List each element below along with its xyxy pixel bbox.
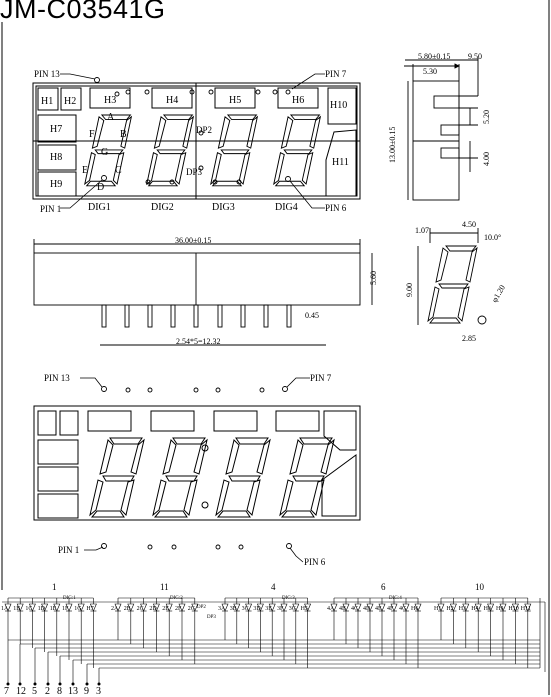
dim-digit-width: 4.50	[462, 220, 476, 229]
led-label: H7	[86, 606, 94, 612]
dim-length: 36.00±0.15	[175, 236, 212, 245]
pinout-pin7-label: PIN 7	[310, 373, 332, 383]
segment-d: D	[97, 182, 105, 193]
led-label: 1D	[37, 606, 45, 612]
led-label: 3A	[218, 606, 226, 612]
dim-slant-angle: 10.0°	[484, 233, 502, 242]
label-h7: H7	[50, 124, 63, 135]
front-pin	[287, 305, 291, 327]
dp3-circuit-label: DP3	[207, 615, 216, 620]
dig1-label: DIG1	[88, 202, 111, 213]
front-pin	[218, 305, 222, 327]
led-label: H1	[434, 606, 442, 612]
led-label: 2B	[123, 606, 131, 612]
led-label: H3	[458, 606, 467, 612]
front-pin	[264, 305, 268, 327]
side-view	[404, 58, 478, 200]
dim-segment-width: 1.07	[415, 226, 429, 235]
led-label: 2F	[175, 606, 182, 612]
label-h6: H6	[292, 95, 305, 106]
segment-a: A	[107, 112, 115, 123]
label-h11: H11	[332, 157, 349, 168]
led-label: 4B	[339, 606, 347, 612]
dig2-label: DIG2	[151, 202, 174, 213]
dim-height: 13.00±0.15	[388, 126, 397, 163]
led-label: H9	[496, 606, 504, 612]
front-view-dims	[175, 236, 378, 346]
bottom-pin-7: 7	[4, 686, 9, 697]
bottom-pin-5: 5	[32, 686, 37, 697]
led-label: 4C	[351, 606, 359, 612]
front-pin	[171, 305, 175, 327]
dig4-label: DIG4	[275, 202, 298, 213]
led-label: 3B	[229, 606, 237, 612]
pin1-label: PIN 1	[40, 204, 62, 214]
segment-c: C	[115, 165, 122, 176]
led-label: 4D	[363, 606, 371, 612]
pinout-text	[44, 373, 332, 567]
front-view	[34, 239, 372, 345]
led-label: 1A	[1, 606, 9, 612]
digit-detail-dims	[405, 220, 507, 343]
led-label: H6	[411, 606, 419, 612]
group-number-11: 11	[160, 582, 169, 592]
dim-pin-row-2: 4.00	[482, 152, 491, 166]
segment-b: B	[120, 129, 127, 140]
group-number-4: 4	[271, 582, 276, 592]
group-name-dig4: DIG:4	[389, 596, 402, 601]
group-number-1: 1	[52, 582, 57, 592]
led-label: 2C	[136, 606, 144, 612]
led-label: 4F	[387, 606, 394, 612]
front-pin	[241, 305, 245, 327]
bottom-pin-8: 8	[57, 686, 62, 697]
side-view-dims	[388, 52, 491, 166]
led-label: H5	[300, 606, 308, 612]
bottom-pin-13: 13	[68, 686, 78, 697]
dim-pin-row-1: 5.20	[482, 110, 491, 124]
led-label: 4E	[375, 606, 382, 612]
dim-width-inner: 5.30	[423, 67, 437, 76]
dim-dp-offset: 2.85	[462, 334, 476, 343]
front-pin	[102, 305, 106, 327]
label-h10: H10	[330, 100, 348, 111]
led-label: 3F	[277, 606, 284, 612]
pin13-label: PIN 13	[34, 69, 60, 79]
segment-g: G	[101, 147, 109, 158]
front-pin	[125, 305, 129, 327]
led-label: 1F	[62, 606, 69, 612]
led-label: 4A	[327, 606, 335, 612]
led-label: 3D	[253, 606, 261, 612]
label-h1: H1	[41, 96, 54, 107]
dp3-label: DP3	[186, 167, 203, 177]
segment-e: E	[82, 165, 89, 176]
label-h2: H2	[64, 96, 77, 107]
bottom-pin-2: 2	[45, 686, 50, 697]
dim-digit-height: 9.00	[405, 283, 414, 297]
digit-detail	[418, 228, 486, 325]
group-name-dig3: DIG:3	[282, 596, 295, 601]
dp2-label: DP2	[196, 125, 213, 135]
led-label: 1E	[49, 606, 57, 612]
led-label: 1B	[13, 606, 21, 612]
group-number-10: 10	[475, 582, 484, 592]
led-label: 2E	[162, 606, 169, 612]
front-view-pins	[102, 305, 291, 327]
led-label: 1C	[25, 606, 33, 612]
part-number-title: JM-C03541G	[0, 0, 166, 24]
group-number-6: 6	[381, 582, 386, 592]
led-label: 2D	[149, 606, 157, 612]
led-label: 3C	[241, 606, 249, 612]
label-h8: H8	[50, 152, 63, 163]
dim-pin-width: 0.45	[305, 311, 319, 320]
led-label: 1G	[74, 606, 82, 612]
pinout-digits	[90, 438, 334, 517]
led-label: H11	[520, 606, 531, 612]
bottom-pin-12: 12	[16, 686, 26, 697]
led-label: H10	[508, 606, 519, 612]
label-h5: H5	[229, 95, 242, 106]
label-h3: H3	[104, 95, 117, 106]
led-label: 2G	[187, 606, 196, 612]
pinout-pin13-label: PIN 13	[44, 373, 70, 383]
circuit-text	[1, 606, 531, 612]
segment-f: F	[89, 129, 95, 140]
pinout-pin6-label: PIN 6	[304, 557, 326, 567]
pinout-pin1-label: PIN 1	[58, 545, 80, 555]
led-label: 3G	[288, 606, 297, 612]
dp2-circuit-label: DP2	[197, 605, 206, 610]
led-label: H4	[471, 606, 479, 612]
led-label: 3E	[265, 606, 272, 612]
led-label: 4G	[399, 606, 407, 612]
dim-pin-extent: 9.50	[468, 52, 482, 61]
pin6-label: PIN 6	[325, 203, 347, 213]
group-name-dig2: DIG:2	[170, 596, 183, 601]
label-h4: H4	[166, 95, 179, 106]
led-label: 2A	[111, 606, 119, 612]
dim-body-height: 5.60	[369, 271, 378, 285]
bottom-pin-9: 9	[84, 686, 89, 697]
circuit-bottom-pins	[4, 686, 101, 697]
circuit-group-numbers	[52, 582, 485, 592]
pinout-view	[34, 406, 360, 520]
dig3-label: DIG3	[212, 202, 235, 213]
dim-pitch: 2.54*5=12.32	[176, 337, 221, 346]
bottom-pin-3: 3	[96, 686, 101, 697]
front-pin	[148, 305, 152, 327]
led-label: H8	[483, 606, 491, 612]
pin7-label: PIN 7	[325, 69, 347, 79]
dim-dp-diameter: φ1.20	[489, 283, 508, 304]
group-name-dig1: DIG:1	[63, 596, 76, 601]
front-pin	[194, 305, 198, 327]
dim-width-tolerance: 5.80±0.15	[418, 52, 451, 61]
label-h9: H9	[50, 179, 63, 190]
led-label: H2	[446, 606, 454, 612]
